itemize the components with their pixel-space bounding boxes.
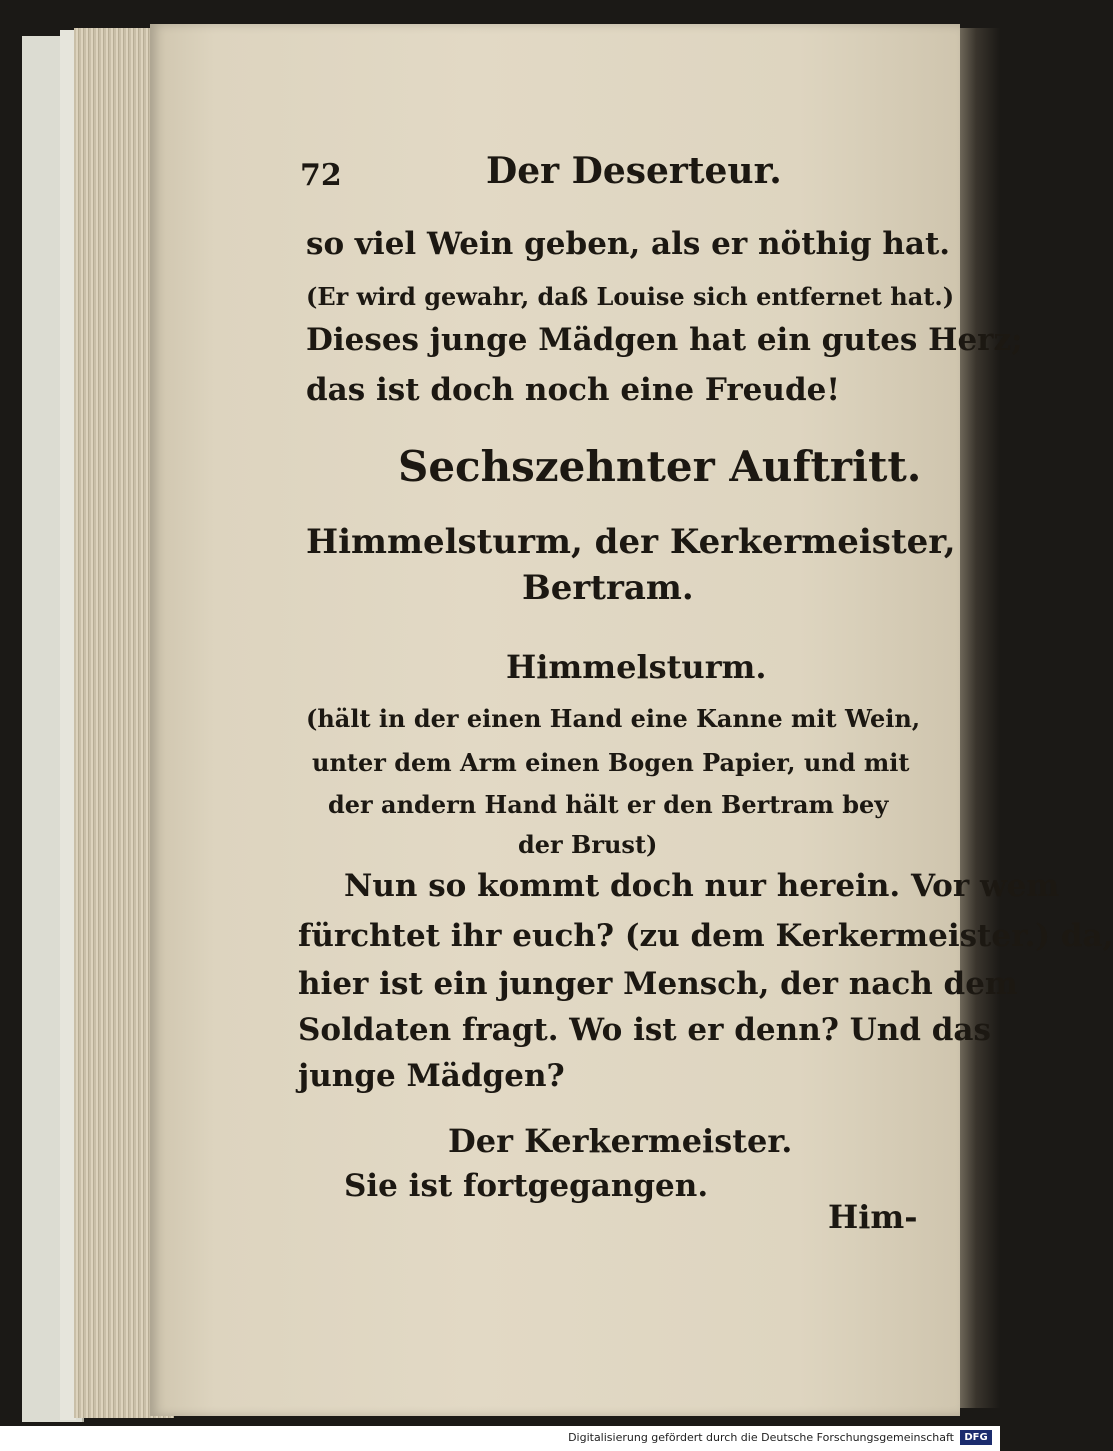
gutter-shadow <box>960 28 1000 1408</box>
text-line-2-stage: (Er wird gewahr, daß Louise sich entfernet hat.) <box>306 282 955 311</box>
speech-line-2: fürchtet ihr euch? (zu dem Kerkermeister.) da, <box>298 918 1113 954</box>
running-title: Der Deserteur. <box>486 150 782 192</box>
stage-direction-4: der Brust) <box>518 830 658 859</box>
dfg-logo: DFG <box>960 1430 992 1445</box>
page-number: 72 <box>300 158 342 193</box>
speaker-kerkermeister: Der Kerkermeister. <box>448 1122 793 1160</box>
stage-direction-3: der andern Hand hält er den Bertram bey <box>328 790 889 819</box>
scene-title: Sechszehnter Auftritt. <box>398 442 922 491</box>
speech-line-4: Soldaten fragt. Wo ist er denn? Und das <box>298 1012 991 1048</box>
stage-direction-2: unter dem Arm einen Bogen Papier, und mit <box>312 748 910 777</box>
speech-line-5: junge Mädgen? <box>298 1058 565 1094</box>
characters-line-2: Bertram. <box>522 568 694 608</box>
characters-line-1: Himmelsturm, der Kerkermeister, <box>306 522 956 562</box>
speaker-himmelsturm: Himmelsturm. <box>506 648 767 686</box>
speech-line-1: Nun so kommt doch nur herein. Vor wem <box>344 868 1060 904</box>
footer-credit: Digitalisierung gefördert durch die Deutsche Forschungsgemeinschaft <box>568 1431 954 1444</box>
text-line-4: das ist doch noch eine Freude! <box>306 372 840 408</box>
speech-line-3: hier ist ein junger Mensch, der nach dem <box>298 966 1018 1002</box>
text-line-1: so viel Wein geben, als er nöthig hat. <box>306 226 951 262</box>
catchword: Him- <box>828 1198 918 1236</box>
stage-direction-1: (hält in der einen Hand eine Kanne mit Wein, <box>306 704 921 733</box>
speech-kerkermeister: Sie ist fortgegangen. <box>344 1168 709 1204</box>
text-line-3: Dieses junge Mädgen hat ein gutes Herz; <box>306 322 1023 358</box>
footer-bar <box>0 1426 1000 1451</box>
